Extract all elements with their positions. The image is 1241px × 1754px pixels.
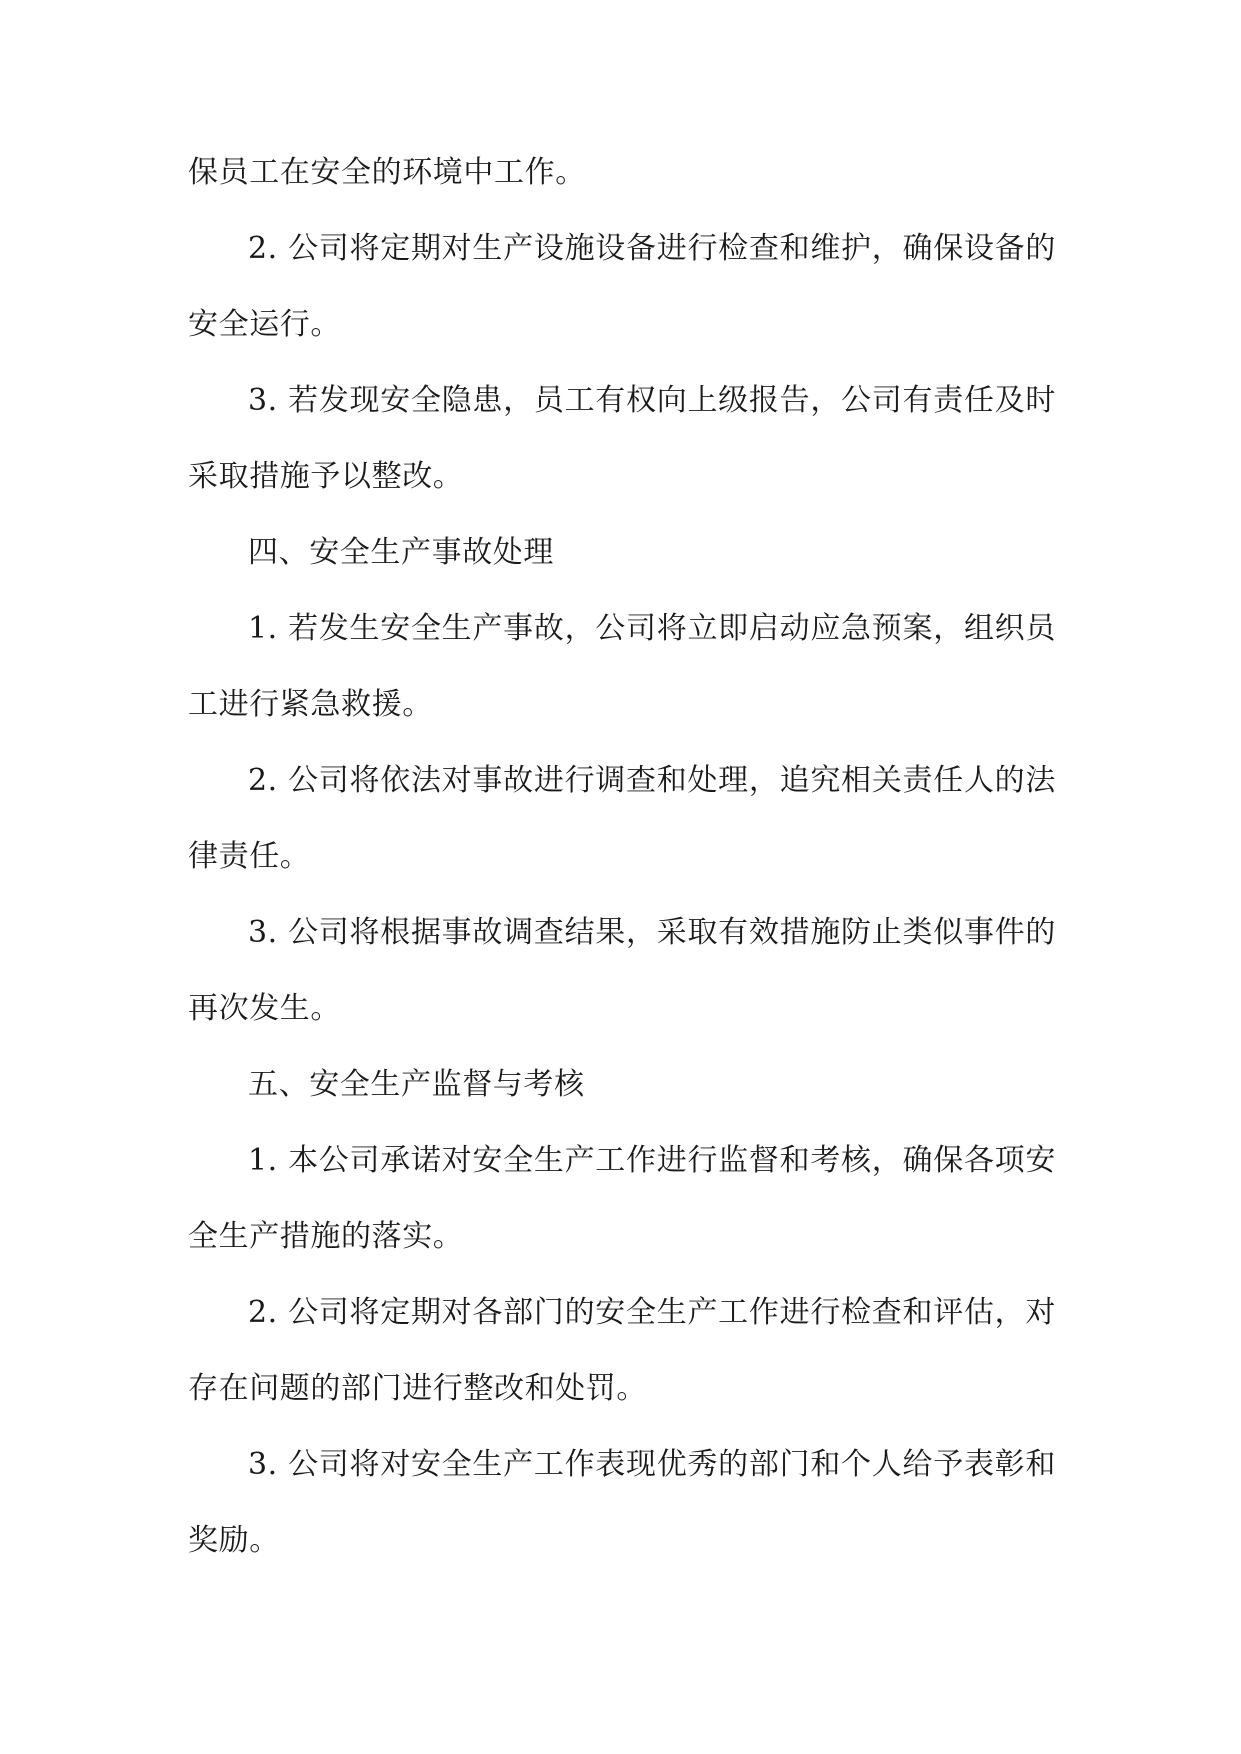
- paragraph-item-1-supervision-commitment: 1. 本公司承诺对安全生产工作进行监督和考核，确保各项安全生产措施的落实。: [188, 1143, 1056, 1254]
- paragraph-item-3-hazard-report: 3. 若发现安全隐患，员工有权向上级报告，公司有责任及时采取措施予以整改。: [188, 383, 1056, 494]
- paragraph-continuation: 保员工在安全的环境中工作。: [188, 155, 586, 190]
- paragraph-item-2-investigation: 2. 公司将依法对事故进行调查和处理，追究相关责任人的法律责任。: [188, 763, 1056, 874]
- paragraph-item-3-prevention: 3. 公司将根据事故调查结果，采取有效措施防止类似事件的再次发生。: [188, 915, 1056, 1026]
- section-heading-accident-handling: 四、安全生产事故处理: [248, 535, 554, 570]
- document-body: [188, 135, 1056, 1579]
- paragraph-item-2-department-inspection: 2. 公司将定期对各部门的安全生产工作进行检查和评估，对存在问题的部门进行整改和处罚。: [188, 1295, 1056, 1406]
- paragraph-item-2-equipment-maintenance: 2. 公司将定期对生产设施设备进行检查和维护，确保设备的安全运行。: [188, 231, 1056, 342]
- section-heading-supervision: 五、安全生产监督与考核: [248, 1067, 585, 1102]
- paragraph-item-1-emergency-plan: 1. 若发生安全生产事故，公司将立即启动应急预案，组织员工进行紧急救援。: [188, 611, 1056, 722]
- paragraph-item-3-rewards: 3. 公司将对安全生产工作表现优秀的部门和个人给予表彰和奖励。: [188, 1447, 1056, 1558]
